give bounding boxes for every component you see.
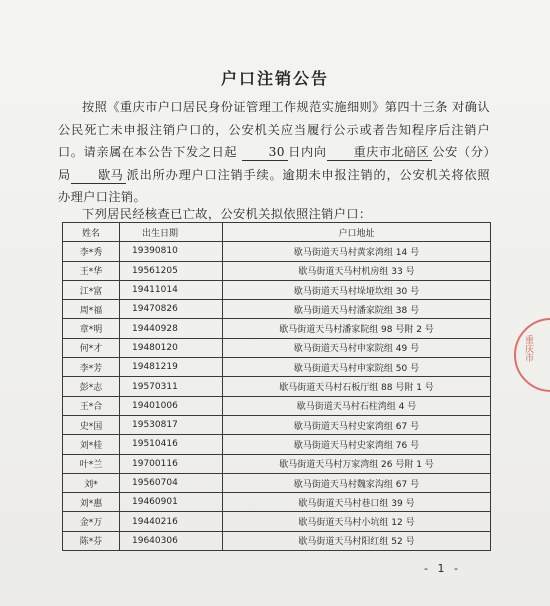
table-row [63,319,491,338]
cell-address: 歇马街道天马村万家湾组 26 号附 1 号 [223,454,491,473]
table-row [63,261,491,280]
table-body [63,242,491,551]
header-name: 姓名 [63,223,120,242]
cell-name: 何*才 [63,338,120,357]
intro-mid1: 日内向 [287,145,327,159]
table-row [63,454,491,473]
cell-birthdate: 19470826 [120,300,223,319]
table-row [63,415,491,434]
page-number: - 1 - [424,562,461,575]
cell-name: 史*国 [63,415,120,434]
table-row [63,396,491,415]
days-field: 30 [242,145,288,161]
cell-address: 歇马街道天马村史家湾组 67 号 [223,415,491,434]
cell-address: 歇马街道天马村魏家沟组 67 号 [223,473,491,492]
cell-birthdate: 19480120 [120,338,223,357]
table-row [63,512,491,531]
cell-birthdate: 19390810 [120,242,223,261]
cell-name: 金*万 [63,512,120,531]
table-row [63,242,491,261]
station-field: 歇马 [71,168,126,184]
cell-birthdate: 19700116 [120,454,223,473]
cell-address: 歇马街道天马村石板厅组 88 号附 1 号 [223,377,491,396]
cell-birthdate: 19640306 [120,531,223,550]
cell-name: 刘*惠 [63,493,120,512]
deceased-table [62,222,491,551]
intro-tail: 派出所办理户口注销手续。逾期未申报注销的，公安机关将依照办理户口注销。 [58,167,490,204]
cell-address: 歇马街道天马村申家院组 49 号 [223,338,491,357]
intro-paragraph [58,96,490,209]
cell-birthdate: 19440216 [120,512,223,531]
cell-address: 歇马街道天马村黄家湾组 14 号 [223,242,491,261]
cell-birthdate: 19510416 [120,435,223,454]
cell-name: 彭*志 [63,377,120,396]
cell-birthdate: 19481219 [120,358,223,377]
cell-birthdate: 19460901 [120,493,223,512]
cell-birthdate: 19561205 [120,261,223,280]
table-row [63,435,491,454]
table-row [63,358,491,377]
city-field: 重庆市北碚区 [327,145,433,161]
cell-address: 歇马街道天马村小坑组 12 号 [223,512,491,531]
cell-name: 王*华 [63,261,120,280]
cell-name: 叶*兰 [63,454,120,473]
cell-name: 刘* [63,473,120,492]
table-row [63,377,491,396]
cell-address: 歇马街道天马村机房组 33 号 [223,261,491,280]
cell-birthdate: 19440928 [120,319,223,338]
cell-birthdate: 19530817 [120,415,223,434]
cell-name: 王*合 [63,396,120,415]
table-row [63,531,491,550]
header-birthdate: 出生日期 [120,223,223,242]
cell-address: 歇马街道天马村阳红组 52 号 [223,531,491,550]
header-address: 户口地址 [223,223,491,242]
cell-name: 李*芳 [63,358,120,377]
cell-address: 歇马街道天马村潘家院组 98 号附 2 号 [223,319,491,338]
cell-address: 歇马街道天马村石柱湾组 4 号 [223,396,491,415]
table-row [63,280,491,299]
cell-address: 歇马街道天马村史家湾组 76 号 [223,435,491,454]
cell-birthdate: 19560704 [120,473,223,492]
table-header-row [63,223,491,242]
list-intro: 下列居民经核查已亡故，公安机关拟依照注销户口： [82,207,372,221]
cell-name: 刘*桂 [63,435,120,454]
cell-birthdate: 19411014 [120,280,223,299]
cell-name: 周*福 [63,300,120,319]
cell-address: 歇马街道天马村申家院组 50 号 [223,358,491,377]
table-row [63,300,491,319]
table-row [63,493,491,512]
cell-name: 江*富 [63,280,120,299]
document-title: 户口注销公告 [220,69,329,88]
cell-address: 歇马街道天马村潘家院组 38 号 [223,300,491,319]
cell-address: 歇马街道天马村垛垭坎组 30 号 [223,280,491,299]
intro-mid2: 公安（分）局 [58,145,490,182]
seal-text: 重庆市 [523,335,533,362]
table-row [63,338,491,357]
cell-name: 章*明 [63,319,120,338]
cell-birthdate: 19570311 [120,377,223,396]
intro-lead: 按照《重庆市户口居民身份证管理工作规范实施细则》第四十三条 对确认公民死亡未申报注销户口的，公安机关应当履行公示或者告知程序后注销户口。请亲属在本公告下发之日起 [58,100,490,159]
cell-birthdate: 19401006 [120,396,223,415]
cell-name: 李*秀 [63,242,120,261]
cell-address: 歇马街道天马村巷口组 39 号 [223,493,491,512]
cell-name: 陈*芬 [63,531,120,550]
table-row [63,473,491,492]
